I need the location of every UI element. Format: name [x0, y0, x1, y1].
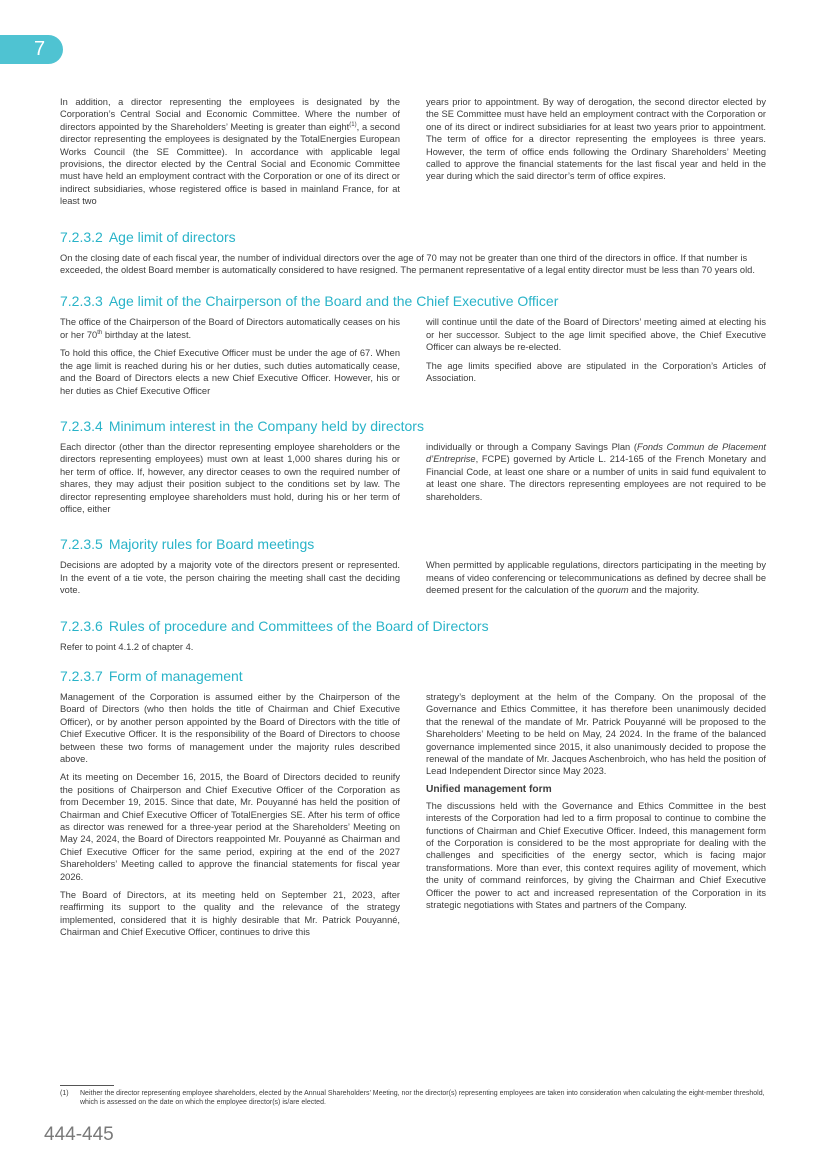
section-age-limit-chairperson	[60, 292, 766, 402]
section-rules-of-procedure	[60, 617, 766, 653]
section-heading: 7.2.3.3 Age limit of the Chairperson of the Board and the Chief Executive Officer	[60, 293, 559, 310]
intro-right-paragraph: years prior to appointment. By way of derogation, the second director elected by the SE Committee must have held an employment contract with the Corporation or one of its direct or indirect subsidiaries for at least two years prior to appointment. The term of office for a director representing the employees is three years. However, the term of office ends following the Ordinary Shareholders’ Meeting called to approve the financial statements for the last fiscal year and held in the year during which the said director’s term of office expires.	[426, 97, 766, 182]
section-paragraph: Decisions are adopted by a majority vote of the directors present or represented. In the event of a tie vote, the person chairing the meeting shall cast the deciding vote.	[60, 560, 400, 596]
section-paragraph: Management of the Corporation is assumed either by the Chairperson of the Board of Directors (who then holds the title of Chairman and Chief Executive Officer), or by another person appointed by the Board of Directors with the title of Chief Executive Officer. It is the responsibility of the Board of Directors to choose between these two forms of management under the majority rules described above.	[60, 691, 400, 764]
section-paragraph: To hold this office, the Chief Executive Officer must be under the age of 67. When the age limit is reached during his or her duties, such duties automatically cease, and the Board of Directors elects a new Chief Executive Officer. However, his or her duties as Chief Executive Officer	[60, 348, 400, 396]
section-heading: 7.2.3.5 Majority rules for Board meetings	[60, 536, 315, 553]
intro-left-column	[60, 96, 400, 214]
section-age-limit-directors	[60, 228, 766, 277]
footnote-divider	[60, 1085, 114, 1086]
section-majority-rules	[60, 535, 766, 602]
section-heading: 7.2.3.4 Minimum interest in the Company held by directors	[60, 417, 424, 434]
section-paragraph: The office of the Chairperson of the Board of Directors automatically ceases on his or her 70th birthday at the latest.	[60, 317, 400, 340]
intro-columns	[60, 96, 766, 214]
section-form-of-management	[60, 667, 766, 945]
section-paragraph: individually or through a Company Savings Plan (Fonds Commun de Placement d’Entreprise, FCPE) governed by Article L. 214-165 of the French Monetary and Financial Code, at least one share or a number of units in said fund equivalent to at least one share. The directors representing employees are not required to be shareholders.	[426, 441, 766, 502]
section-paragraph: Refer to point 4.1.2 of chapter 4.	[60, 641, 194, 652]
page-content	[60, 96, 766, 945]
section-paragraph: will continue until the date of the Board of Directors’ meeting aimed at electing his or her successor. Subject to the age limit specified above, the Chief Executive Officer can always be re-elected.	[426, 317, 766, 353]
footnote-reference: (1)	[349, 121, 357, 128]
section-heading: 7.2.3.2 Age limit of directors	[60, 228, 236, 245]
page-number: 444-445	[44, 1124, 114, 1145]
section-heading: 7.2.3.6 Rules of procedure and Committees of the Board of Directors	[60, 617, 489, 634]
chapter-tab	[0, 35, 63, 64]
section-paragraph: At its meeting on December 16, 2015, the Board of Directors decided to reunify the positions of Chairperson and Chief Executive Officer of the Corporation as from December 19, 2015. Since that date, Mr. Pouyanné has held the position of Chairman and Chief Executive Officer of TotalEnergies SE. After his term of office as director was renewed for a three-year period at the Shareholders’ Meeting on May 24, 2024, the Board of Directors reappointed Mr. Pouyanné as Chairman and Chief Executive Officer for the same period, expiring at the end of the 2027 Shareholders’ Meeting called to approve the financial statements for fiscal year 2026.	[60, 772, 400, 882]
section-heading: 7.2.3.7 Form of management	[60, 667, 243, 684]
intro-right-column	[426, 96, 766, 214]
section-paragraph: strategy’s deployment at the helm of the Company. On the proposal of the Governance and Ethics Committee, it has therefore been unanimously decided that the renewal of the mandate of Mr. Patrick Pouyanné will be proposed to the Shareholders’ Meeting to be held on May, 24 2024. In the frame of the balanced governance implemented since 2015, it also unanimously decided to propose the renewal of the mandate of Mr. Jacques Aschenbroich, who has held the position of Lead Independent Director since May 2023.	[426, 691, 766, 777]
section-paragraph: The discussions held with the Governance and Ethics Committee in the best interests of the Corporation had led to a firm proposal to continue to combine the functions of Chairman and Chief Executive Officer. Indeed, this management form of the Corporation is considered to be the most appropriate for dealing with the challenges and specificities of the energy sector, which is facing major transformations. More than ever, this context requires agility of movement, which the unity of command reinforces, by giving the Chairman and Chief Executive Officer the power to act and increased representation of the Corporation in its strategic negotiations with States and partners of the Company.	[426, 800, 766, 911]
section-minimum-interest	[60, 417, 766, 521]
section-paragraph: The age limits specified above are stipulated in the Corporation’s Articles of Association.	[426, 360, 766, 384]
section-paragraph: On the closing date of each fiscal year, the number of individual directors over the age of 70 may not be greater than one third of the directors in office. If that number is exceeded, the oldest Board member is automatically considered to have resigned. The permanent representative of a legal entity director must be less than 70 years old.	[60, 252, 755, 276]
subheading: Unified management form	[426, 783, 552, 795]
chapter-number: 7	[34, 38, 46, 60]
footnote	[60, 1089, 766, 1107]
section-paragraph: Each director (other than the director representing employee shareholders or the directors representing employees) must own at least 1,000 shares during his or her term of office. If, however, any director ceases to own the required number of shares, they may adjust their position subject to the conditions set by law. The director representing employee shareholders must hold, during his or her term of office, either	[60, 441, 400, 514]
footnote-mark: (1)	[60, 1090, 69, 1097]
footnote-text: Neither the director representing employee shareholders, elected by the Annual Shareholders’ Meeting, nor the director(s) representing employees are taken into consideration when calculating the eight-member threshold, which is assessed on the date on which the employee director(s) is/are elected.	[80, 1090, 765, 1106]
section-paragraph: When permitted by applicable regulations, directors participating in the meeting by means of video conferencing or telecommunications as defined by decree shall be deemed present for the calculation of the quorum and the majority.	[426, 560, 766, 596]
section-paragraph: The Board of Directors, at its meeting held on September 21, 2023, after reaffirming its support to the quality and the relevance of the strategy implemented, considered that it is highly desirable that Mr. Patrick Pouyanné, Chairman and Chief Executive Officer, continues to drive this	[60, 890, 400, 938]
intro-left-paragraph: In addition, a director representing the employees is designated by the Corporation’s Central Social and Economic Committee. Where the number of directors appointed by the Shareholders’ Meeting is greater than eight$^{(1)}$, a second director representing the employees is designated by the TotalEnergies European Works Council (the SE Committee). In accordance with applicable legal provisions, the director elected by the Central Social and Economic Committee must have held an employment contract with the Corporation or one of its direct or indirect subsidiaries, whose registered office is based in mainland France, for at least two	[60, 97, 400, 207]
